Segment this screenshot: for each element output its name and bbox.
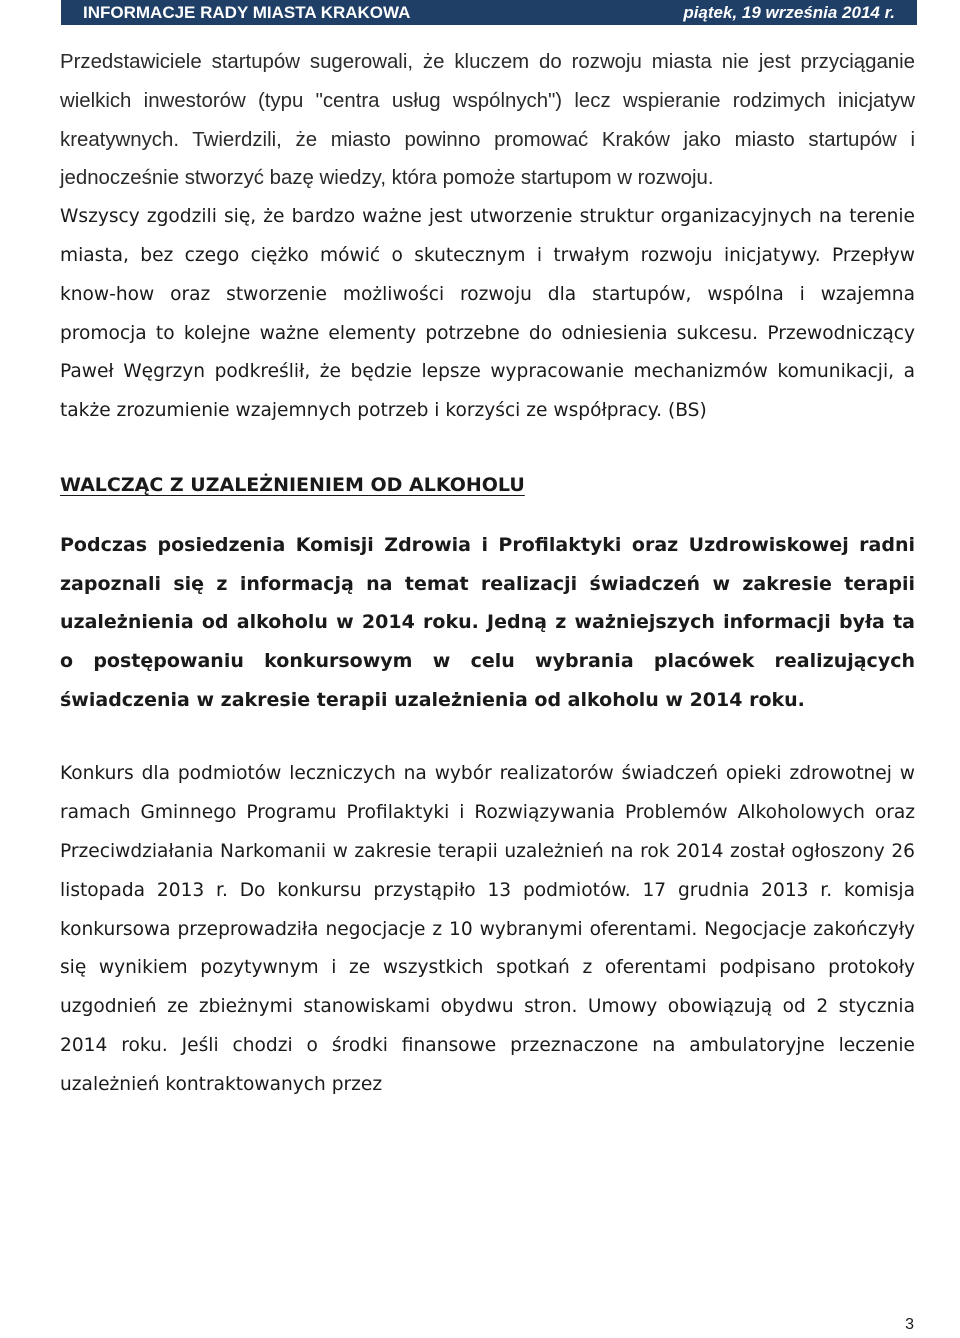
page-header [61, 0, 917, 25]
header-date: piątek, 19 września 2014 r. [683, 2, 895, 22]
article-body [60, 43, 915, 1105]
section-lead: Podczas posiedzenia Komisji Zdrowia i Profilaktyki oraz Uzdrowiskowej radni zapoznali się z informacją na temat realizacji świadczeń w zakresie terapii uzależnienia od alkoholu w 2014 roku. Jedną z ważniejszych informacji była ta o postępowaniu konkursowym w celu wybrania placówek realizujących świadczenia w zakresie terapii uzależnienia od alkoholu w 2014 roku. [60, 533, 915, 711]
paragraph-agreement: Wszyscy zgodzili się, że bardzo ważne jest utworzenie struktur organizacyjnych na terenie miasta, bez czego ciężko mówić o skutecznym i trwałym rozwoju inicjatywy. Przepływ know-how oraz stworzenie możliwości rozwoju dla startupów, wspólna i wzajemna promocja to kolejne ważne elementy potrzebne do odniesienia sukcesu. Przewodniczący Paweł Węgrzyn podkreślił, że będzie lepsze wypracowanie mechanizmów komunikacji, a także zrozumienie wzajemnych potrzeb i korzyści ze współpracy. (BS) [60, 206, 915, 422]
section-body: Konkurs dla podmiotów leczniczych na wybór realizatorów świadczeń opieki zdrowotnej w ramach Gminnego Programu Profilaktyki i Rozwiązywania Problemów Alkoholowych oraz Przeciwdziałania Narkomanii w zakresie terapii uzależnień na rok 2014 został ogłoszony 26 listopada 2013 r. Do konkursu przystąpiło 13 podmiotów. 17 grudnia 2013 r. komisja konkursowa przeprowadziła negocjacje z 10 wybranymi oferentami. Negocjacje zakończyły się wynikiem pozytywnym i ze wszystkich spotkań z oferentami podpisano protokoły uzgodnień ze zbieżnymi stanowiskami obydwu stron. Umowy obowiązują od 2 stycznia 2014 roku. Jeśli chodzi o środki finansowe przeznaczone na ambulatoryjne leczenie uzależnień kontraktowanych przez [60, 763, 915, 1095]
paragraph-startups: Przedstawiciele startupów sugerowali, że kluczem do rozwoju miasta nie jest przyciąganie wielkich inwestorów (typu "centra usług wspólnych") lecz wspieranie rodzimych inicjatyw kreatywnych. Twierdzili, że miasto powinno promować Kraków jako miasto startupów i jednocześnie stworzyć bazę wiedzy, która pomoże startupom w rozwoju. [60, 51, 915, 190]
header-title: INFORMACJE RADY MIASTA KRAKOWA [83, 2, 411, 22]
page-number: 3 [905, 1316, 914, 1333]
section-title: WALCZĄC Z UZALEŻNIENIEM OD ALKOHOLU [60, 473, 525, 496]
